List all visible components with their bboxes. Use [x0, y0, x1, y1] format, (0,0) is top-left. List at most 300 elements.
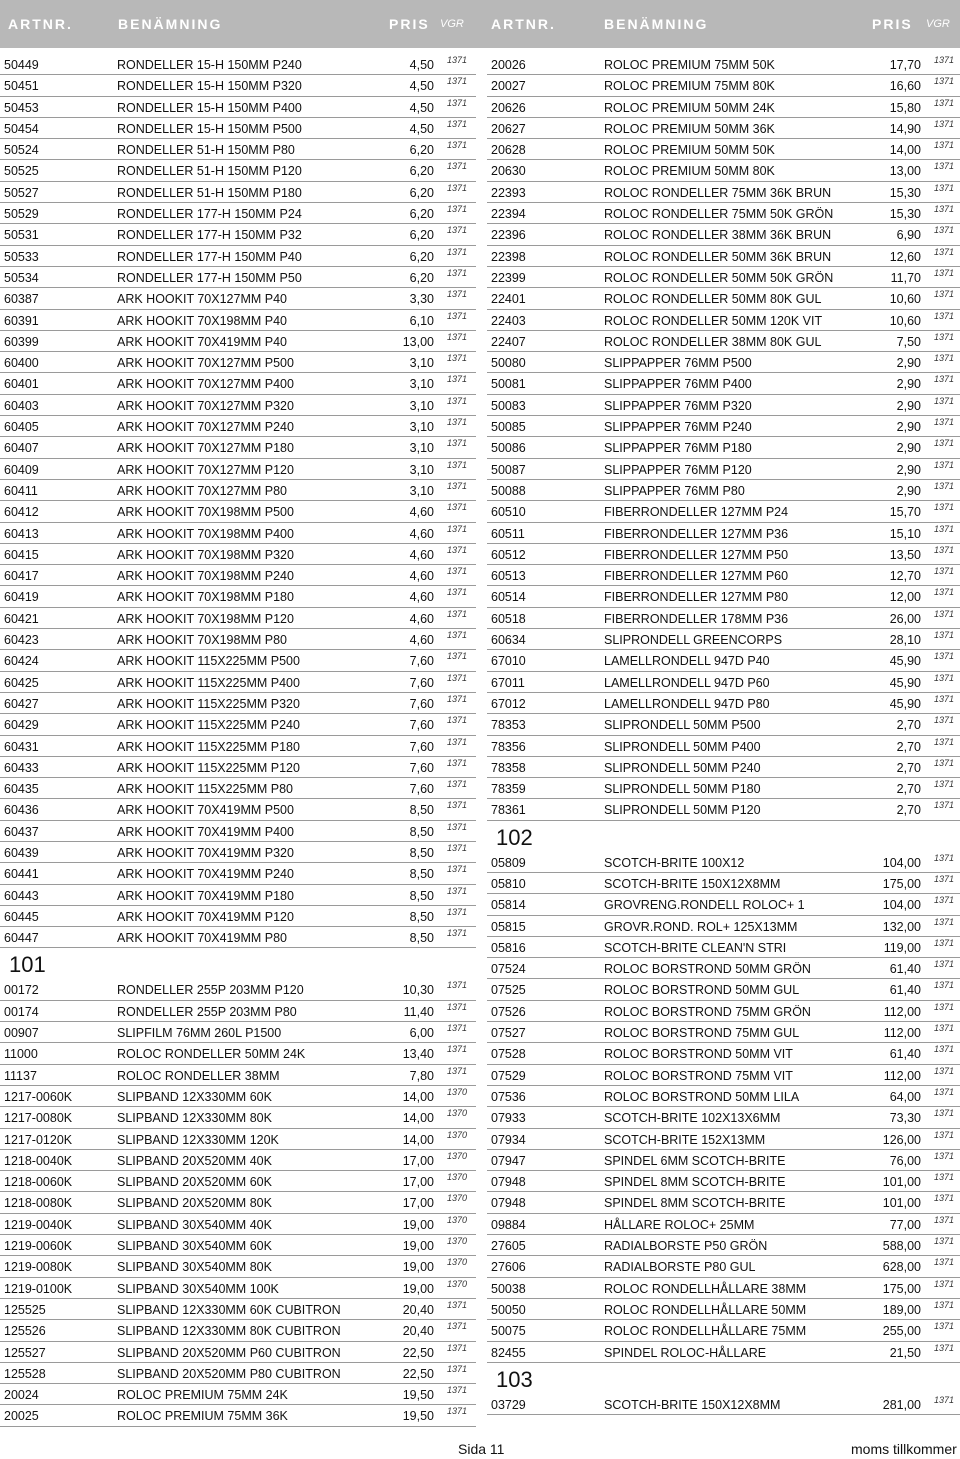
item-price: 45,90: [889, 654, 921, 669]
article-number: 60412: [4, 505, 39, 520]
item-name: SLIPPAPPER 76MM P400: [604, 377, 752, 392]
table-row: [0, 799, 476, 820]
article-number: 50534: [4, 270, 39, 285]
item-name: ROLOC BORSTROND 75MM VIT: [604, 1068, 793, 1083]
table-row: [0, 1256, 476, 1277]
item-vgr: 1371: [447, 331, 468, 342]
article-number: 60409: [4, 462, 39, 477]
item-vgr: 1371: [934, 1086, 955, 1097]
article-number: 1217-0120K: [4, 1132, 73, 1147]
table-row: [487, 778, 960, 799]
item-vgr: 1371: [934, 55, 955, 65]
table-row: [0, 650, 476, 671]
item-price: 6,20: [409, 270, 434, 285]
table-row: [487, 1320, 960, 1341]
item-price: 6,00: [409, 1026, 434, 1041]
article-number: 50525: [4, 164, 39, 179]
item-vgr: 1371: [447, 395, 468, 406]
item-vgr: 1371: [447, 289, 468, 300]
item-name: ROLOC BORSTROND 75MM GRÖN: [604, 1004, 811, 1019]
item-vgr: 1370: [447, 1236, 468, 1247]
item-name: SPINDEL 8MM SCOTCH-BRITE: [604, 1196, 786, 1211]
table-row: [0, 373, 476, 394]
article-number: 60421: [4, 611, 39, 626]
table-row: [0, 54, 476, 75]
table-row: [0, 1150, 476, 1171]
item-price: 2,70: [896, 803, 921, 818]
item-price: 112,00: [883, 1068, 921, 1083]
item-vgr: 1370: [447, 1108, 468, 1119]
article-number: 20026: [491, 58, 526, 72]
item-name: SLIPRONDELL 50MM P240: [604, 760, 761, 775]
item-price: 19,00: [402, 1260, 434, 1275]
item-price: 3,10: [409, 356, 434, 371]
item-vgr: 1371: [447, 779, 468, 790]
item-price: 26,00: [889, 611, 921, 626]
item-price: 175,00: [882, 1281, 921, 1296]
table-row: [487, 459, 960, 480]
item-name: SCOTCH-BRITE 152X13MM: [604, 1132, 766, 1147]
table-row: [0, 906, 476, 927]
item-vgr: 1371: [934, 544, 955, 555]
item-vgr: 1371: [447, 267, 468, 278]
article-number: 125528: [4, 1366, 46, 1381]
item-vgr: 1371: [934, 1001, 955, 1012]
article-number: 67010: [491, 654, 526, 669]
article-number: 60435: [4, 782, 39, 797]
item-vgr: 1371: [447, 140, 468, 151]
table-row: [487, 1394, 960, 1415]
item-name: ROLOC RONDELLER 38MM 80K GUL: [604, 334, 822, 349]
item-name: ROLOC RONDELLER 38MM: [117, 1068, 280, 1083]
item-name: SLIPBAND 12X330MM 60K CUBITRON: [117, 1302, 341, 1317]
item-vgr: 1371: [447, 608, 468, 619]
item-vgr: 1371: [934, 76, 955, 87]
article-number: 20027: [491, 79, 526, 94]
table-row: [0, 395, 476, 416]
table-row: [0, 267, 476, 288]
item-name: ARK HOOKIT 70X127MM P320: [117, 398, 294, 413]
table-row: [0, 352, 476, 373]
item-vgr: 1371: [934, 959, 955, 970]
item-name: ROLOC RONDELLHÅLLARE 75MM: [604, 1324, 807, 1339]
item-price: 8,50: [409, 845, 434, 860]
item-name: ROLOC RONDELLER 75MM 50K GRÖN: [604, 207, 834, 222]
item-price: 21,50: [889, 1345, 921, 1360]
article-number: 60401: [4, 377, 39, 392]
item-vgr: 1371: [934, 630, 955, 641]
item-name: ARK HOOKIT 115X225MM P80: [117, 782, 294, 797]
item-vgr: 1371: [934, 693, 955, 704]
item-name: ROLOC RONDELLHÅLLARE 38MM: [604, 1281, 807, 1296]
table-header: [0, 0, 960, 48]
table-row: [487, 395, 960, 416]
item-name: HÅLLARE ROLOC+ 25MM: [604, 1217, 755, 1232]
article-number: 78353: [491, 718, 526, 733]
item-vgr: 1371: [934, 672, 955, 683]
article-number: 00174: [4, 1004, 39, 1019]
item-price: 7,60: [409, 718, 434, 733]
table-row: [487, 757, 960, 778]
item-price: 3,10: [409, 441, 434, 456]
item-vgr: 1370: [447, 1193, 468, 1204]
table-row: [487, 979, 960, 1000]
table-row: [487, 1150, 960, 1171]
item-vgr: 1371: [447, 246, 468, 257]
article-number: 125527: [4, 1345, 46, 1360]
article-number: 07948: [491, 1196, 526, 1211]
item-vgr: 1371: [934, 374, 955, 385]
item-price: 15,70: [889, 505, 921, 520]
item-name: ARK HOOKIT 115X225MM P320: [117, 696, 300, 711]
item-vgr: 1371: [447, 480, 468, 491]
item-name: ARK HOOKIT 70X419MM P320: [117, 845, 294, 860]
table-row: [487, 1299, 960, 1320]
article-number: 11137: [4, 1068, 37, 1083]
item-name: ROLOC PREMIUM 75MM 24K: [117, 1388, 288, 1403]
table-row: [487, 416, 960, 437]
item-price: 45,90: [889, 675, 921, 690]
article-number: 60417: [4, 569, 39, 584]
item-name: ROLOC RONDELLER 50MM 24K: [117, 1047, 306, 1062]
item-name: SLIPBAND 20X520MM 60K: [117, 1175, 272, 1190]
article-number: 1219-0080K: [4, 1260, 73, 1275]
item-vgr: 1371: [934, 417, 955, 428]
table-row: [487, 224, 960, 245]
item-vgr: 1371: [447, 1406, 468, 1417]
item-price: 3,10: [409, 420, 434, 435]
item-price: 132,00: [882, 919, 921, 934]
table-row: [487, 799, 960, 820]
item-name: SLIPBAND 12X330MM 80K CUBITRON: [117, 1324, 341, 1339]
item-name: FIBERRONDELLER 127MM P24: [604, 505, 789, 520]
item-price: 19,50: [402, 1409, 434, 1424]
article-number: 22398: [491, 249, 526, 264]
article-number: 60423: [4, 633, 39, 648]
table-row: [487, 182, 960, 203]
item-name: LAMELLRONDELL 947D P80: [604, 696, 770, 711]
article-number: 07536: [491, 1089, 526, 1104]
item-vgr: 1371: [934, 757, 955, 768]
item-price: 11,70: [890, 270, 921, 285]
item-name: FIBERRONDELLER 178MM P36: [604, 611, 789, 626]
table-row: [487, 672, 960, 693]
item-name: RONDELLER 15-H 150MM P240: [117, 58, 302, 72]
table-row: [0, 1214, 476, 1235]
item-price: 22,50: [402, 1366, 434, 1381]
article-number: 60429: [4, 718, 39, 733]
article-number: 60433: [4, 760, 39, 775]
table-row: [0, 1086, 476, 1107]
item-price: 3,10: [409, 462, 434, 477]
item-price: 8,50: [409, 867, 434, 882]
table-row: [0, 778, 476, 799]
item-name: SCOTCH-BRITE 150X12X8MM: [604, 1397, 781, 1412]
item-vgr: 1371: [934, 480, 955, 491]
item-price: 2,90: [896, 377, 921, 392]
item-name: SCOTCH-BRITE CLEAN'N STRI: [604, 940, 787, 955]
item-name: ROLOC RONDELLER 75MM 36K BRUN: [604, 185, 832, 200]
item-name: SLIPPAPPER 76MM P320: [604, 398, 752, 413]
item-name: SLIPBAND 12X330MM 120K: [117, 1132, 279, 1147]
table-row: [487, 203, 960, 224]
table-row: [0, 1065, 476, 1086]
item-vgr: 1371: [934, 715, 955, 726]
article-number: 50529: [4, 207, 39, 222]
item-name: GROVRENG.RONDELL ROLOC+ 1: [604, 898, 805, 913]
item-name: ROLOC RONDELLER 38MM 36K BRUN: [604, 228, 832, 243]
item-name: ARK HOOKIT 70X198MM P240: [117, 569, 294, 584]
item-name: ARK HOOKIT 115X225MM P180: [117, 739, 300, 754]
item-price: 12,60: [889, 249, 921, 264]
section-number: 101: [9, 952, 46, 978]
item-vgr: 1371: [447, 204, 468, 215]
item-price: 4,60: [409, 633, 434, 648]
item-name: RADIALBORSTE P50 GRÖN: [604, 1239, 768, 1254]
table-row: [487, 1086, 960, 1107]
item-vgr: 1371: [447, 928, 468, 939]
table-row: [0, 1363, 476, 1384]
item-vgr: 1371: [447, 1023, 468, 1034]
item-vgr: 1371: [447, 1342, 468, 1353]
item-name: ARK HOOKIT 70X198MM P320: [117, 547, 294, 562]
item-price: 8,50: [409, 909, 434, 924]
header-artnr: ARTNR.: [8, 16, 73, 32]
item-name: SLIPPAPPER 76MM P80: [604, 483, 745, 498]
article-number: 50531: [4, 228, 39, 243]
item-name: ROLOC BORSTROND 50MM GRÖN: [604, 962, 811, 977]
article-number: 22399: [491, 270, 526, 285]
item-name: ROLOC RONDELLER 50MM 80K GUL: [604, 292, 822, 307]
item-name: ARK HOOKIT 70X127MM P40: [117, 292, 287, 307]
item-price: 4,60: [409, 547, 434, 562]
table-row: [487, 1278, 960, 1299]
item-price: 17,00: [402, 1153, 434, 1168]
table-row: [0, 288, 476, 309]
item-name: ROLOC PREMIUM 75MM 36K: [117, 1409, 288, 1424]
article-number: 1217-0080K: [4, 1111, 73, 1126]
table-row: [0, 224, 476, 245]
item-name: SLIPBAND 30X540MM 80K: [117, 1260, 272, 1275]
item-name: ROLOC BORSTROND 50MM LILA: [604, 1089, 800, 1104]
article-number: 78358: [491, 760, 526, 775]
article-number: 07528: [491, 1047, 526, 1062]
item-name: SLIPBAND 30X540MM 40K: [117, 1217, 272, 1232]
item-price: 4,50: [409, 121, 434, 136]
table-row: [487, 608, 960, 629]
item-vgr: 1371: [934, 1394, 955, 1405]
table-row: [487, 1214, 960, 1235]
header-vgr: VGR: [440, 18, 464, 30]
table-row: [487, 736, 960, 757]
table-row: [487, 1256, 960, 1277]
item-vgr: 1371: [934, 916, 955, 927]
table-row: [0, 821, 476, 842]
article-number: 60514: [491, 590, 526, 605]
item-price: 3,10: [409, 377, 434, 392]
table-row: [487, 1192, 960, 1213]
item-vgr: 1371: [447, 1001, 468, 1012]
table-row: [487, 267, 960, 288]
item-price: 281,00: [882, 1397, 921, 1412]
item-price: 4,60: [409, 590, 434, 605]
item-name: ARK HOOKIT 70X127MM P500: [117, 356, 294, 371]
item-price: 6,90: [896, 228, 921, 243]
table-row: [0, 927, 476, 948]
item-vgr: 1371: [934, 1321, 955, 1332]
article-number: 05809: [491, 855, 526, 870]
table-row: [0, 1001, 476, 1022]
table-row: [487, 873, 960, 894]
table-row: [487, 1235, 960, 1256]
item-price: 19,50: [402, 1388, 434, 1403]
item-name: SLIPRONDELL GREENCORPS: [604, 633, 783, 648]
article-number: 03729: [491, 1397, 526, 1412]
article-number: 1218-0060K: [4, 1175, 73, 1190]
table-row: [487, 586, 960, 607]
table-row: [487, 480, 960, 501]
article-number: 60425: [4, 675, 39, 690]
item-price: 17,70: [889, 58, 921, 72]
article-number: 50080: [491, 356, 526, 371]
item-vgr: 1371: [934, 289, 955, 300]
article-number: 07526: [491, 1004, 526, 1019]
item-name: SPINDEL 8MM SCOTCH-BRITE: [604, 1175, 786, 1190]
item-name: ARK HOOKIT 70X419MM P500: [117, 803, 294, 818]
item-vgr: 1371: [934, 736, 955, 747]
table-row: [0, 459, 476, 480]
item-name: ROLOC RONDELLER 50MM 36K BRUN: [604, 249, 832, 264]
item-vgr: 1371: [934, 1278, 955, 1289]
item-price: 2,70: [896, 782, 921, 797]
item-vgr: 1370: [447, 1172, 468, 1183]
item-name: FIBERRONDELLER 127MM P60: [604, 569, 789, 584]
item-vgr: 1371: [934, 566, 955, 577]
article-number: 20626: [491, 100, 526, 115]
section-number: 103: [496, 1366, 533, 1392]
item-vgr: 1371: [447, 310, 468, 321]
table-row: [487, 331, 960, 352]
article-number: 11000: [4, 1047, 38, 1062]
item-name: ARK HOOKIT 115X225MM P400: [117, 675, 300, 690]
item-price: 4,60: [409, 526, 434, 541]
table-row: [487, 1065, 960, 1086]
item-price: 77,00: [889, 1217, 921, 1232]
header-vgr-right: VGR: [926, 18, 950, 30]
item-name: ARK HOOKIT 70X198MM P80: [117, 633, 287, 648]
item-name: ARK HOOKIT 70X198MM P40: [117, 313, 287, 328]
item-vgr: 1371: [934, 438, 955, 449]
item-name: ARK HOOKIT 70X127MM P240: [117, 420, 294, 435]
table-row: [0, 1043, 476, 1064]
item-price: 104,00: [882, 855, 921, 870]
table-row: [0, 1342, 476, 1363]
item-price: 20,40: [402, 1324, 434, 1339]
item-vgr: 1370: [447, 1150, 468, 1161]
item-price: 3,10: [409, 398, 434, 413]
item-name: SPINDEL ROLOC-HÅLLARE: [604, 1345, 767, 1360]
article-number: 60413: [4, 526, 39, 541]
table-row: [487, 352, 960, 373]
item-price: 17,00: [402, 1175, 434, 1190]
item-price: 101,00: [882, 1175, 921, 1190]
item-name: ARK HOOKIT 70X198MM P180: [117, 590, 294, 605]
table-row: [487, 693, 960, 714]
table-row: [0, 693, 476, 714]
item-price: 6,20: [409, 143, 434, 158]
article-number: 50088: [491, 483, 526, 498]
table-row: [487, 437, 960, 458]
table-row: [487, 1129, 960, 1150]
item-name: ROLOC PREMIUM 50MM 50K: [604, 143, 775, 158]
article-number: 50086: [491, 441, 526, 456]
table-row: [0, 203, 476, 224]
article-number: 50087: [491, 462, 526, 477]
table-row: [487, 118, 960, 139]
article-number: 60441: [4, 867, 39, 882]
article-number: 60634: [491, 633, 526, 648]
article-number: 1219-0040K: [4, 1217, 73, 1232]
article-number: 50527: [4, 185, 39, 200]
item-vgr: 1371: [447, 118, 468, 129]
item-price: 2,90: [896, 462, 921, 477]
article-number: 50075: [491, 1324, 526, 1339]
article-number: 60427: [4, 696, 39, 711]
table-row: [487, 1107, 960, 1128]
item-price: 175,00: [882, 876, 921, 891]
table-row: [487, 1171, 960, 1192]
item-vgr: 1371: [934, 937, 955, 948]
table-row: [487, 714, 960, 735]
table-row: [0, 1405, 476, 1426]
table-row: [0, 160, 476, 181]
article-number: 60399: [4, 334, 39, 349]
item-vgr: 1371: [934, 1150, 955, 1161]
item-name: ARK HOOKIT 70X127MM P400: [117, 377, 294, 392]
table-row: [0, 1192, 476, 1213]
item-vgr: 1371: [447, 1065, 468, 1076]
item-price: 14,90: [889, 121, 921, 136]
item-vgr: 1371: [447, 353, 468, 364]
item-vgr: 1371: [447, 374, 468, 385]
table-row: [0, 586, 476, 607]
article-number: 60400: [4, 356, 39, 371]
item-name: RONDELLER 51-H 150MM P120: [117, 164, 302, 179]
item-price: 7,60: [409, 739, 434, 754]
article-number: 20025: [4, 1409, 39, 1424]
item-vgr: 1371: [934, 97, 955, 108]
item-vgr: 1371: [447, 1363, 468, 1374]
table-row: [0, 1384, 476, 1405]
item-vgr: 1371: [934, 1023, 955, 1034]
item-vgr: 1370: [447, 1214, 468, 1225]
item-vgr: 1371: [934, 852, 955, 863]
article-number: 60431: [4, 739, 39, 754]
item-name: ROLOC RONDELLHÅLLARE 50MM: [604, 1302, 807, 1317]
item-price: 3,10: [409, 483, 434, 498]
item-name: SLIPRONDELL 50MM P180: [604, 782, 761, 797]
page-number: Sida 11: [458, 1441, 505, 1457]
item-price: 8,50: [409, 824, 434, 839]
item-price: 15,80: [889, 100, 921, 115]
item-name: ARK HOOKIT 70X419MM P120: [117, 909, 294, 924]
item-price: 17,00: [402, 1196, 434, 1211]
table-row: [0, 416, 476, 437]
item-vgr: 1371: [934, 502, 955, 513]
item-price: 112,00: [883, 1026, 921, 1041]
item-name: SLIPBAND 20X520MM P60 CUBITRON: [117, 1345, 341, 1360]
item-price: 61,40: [889, 983, 921, 998]
